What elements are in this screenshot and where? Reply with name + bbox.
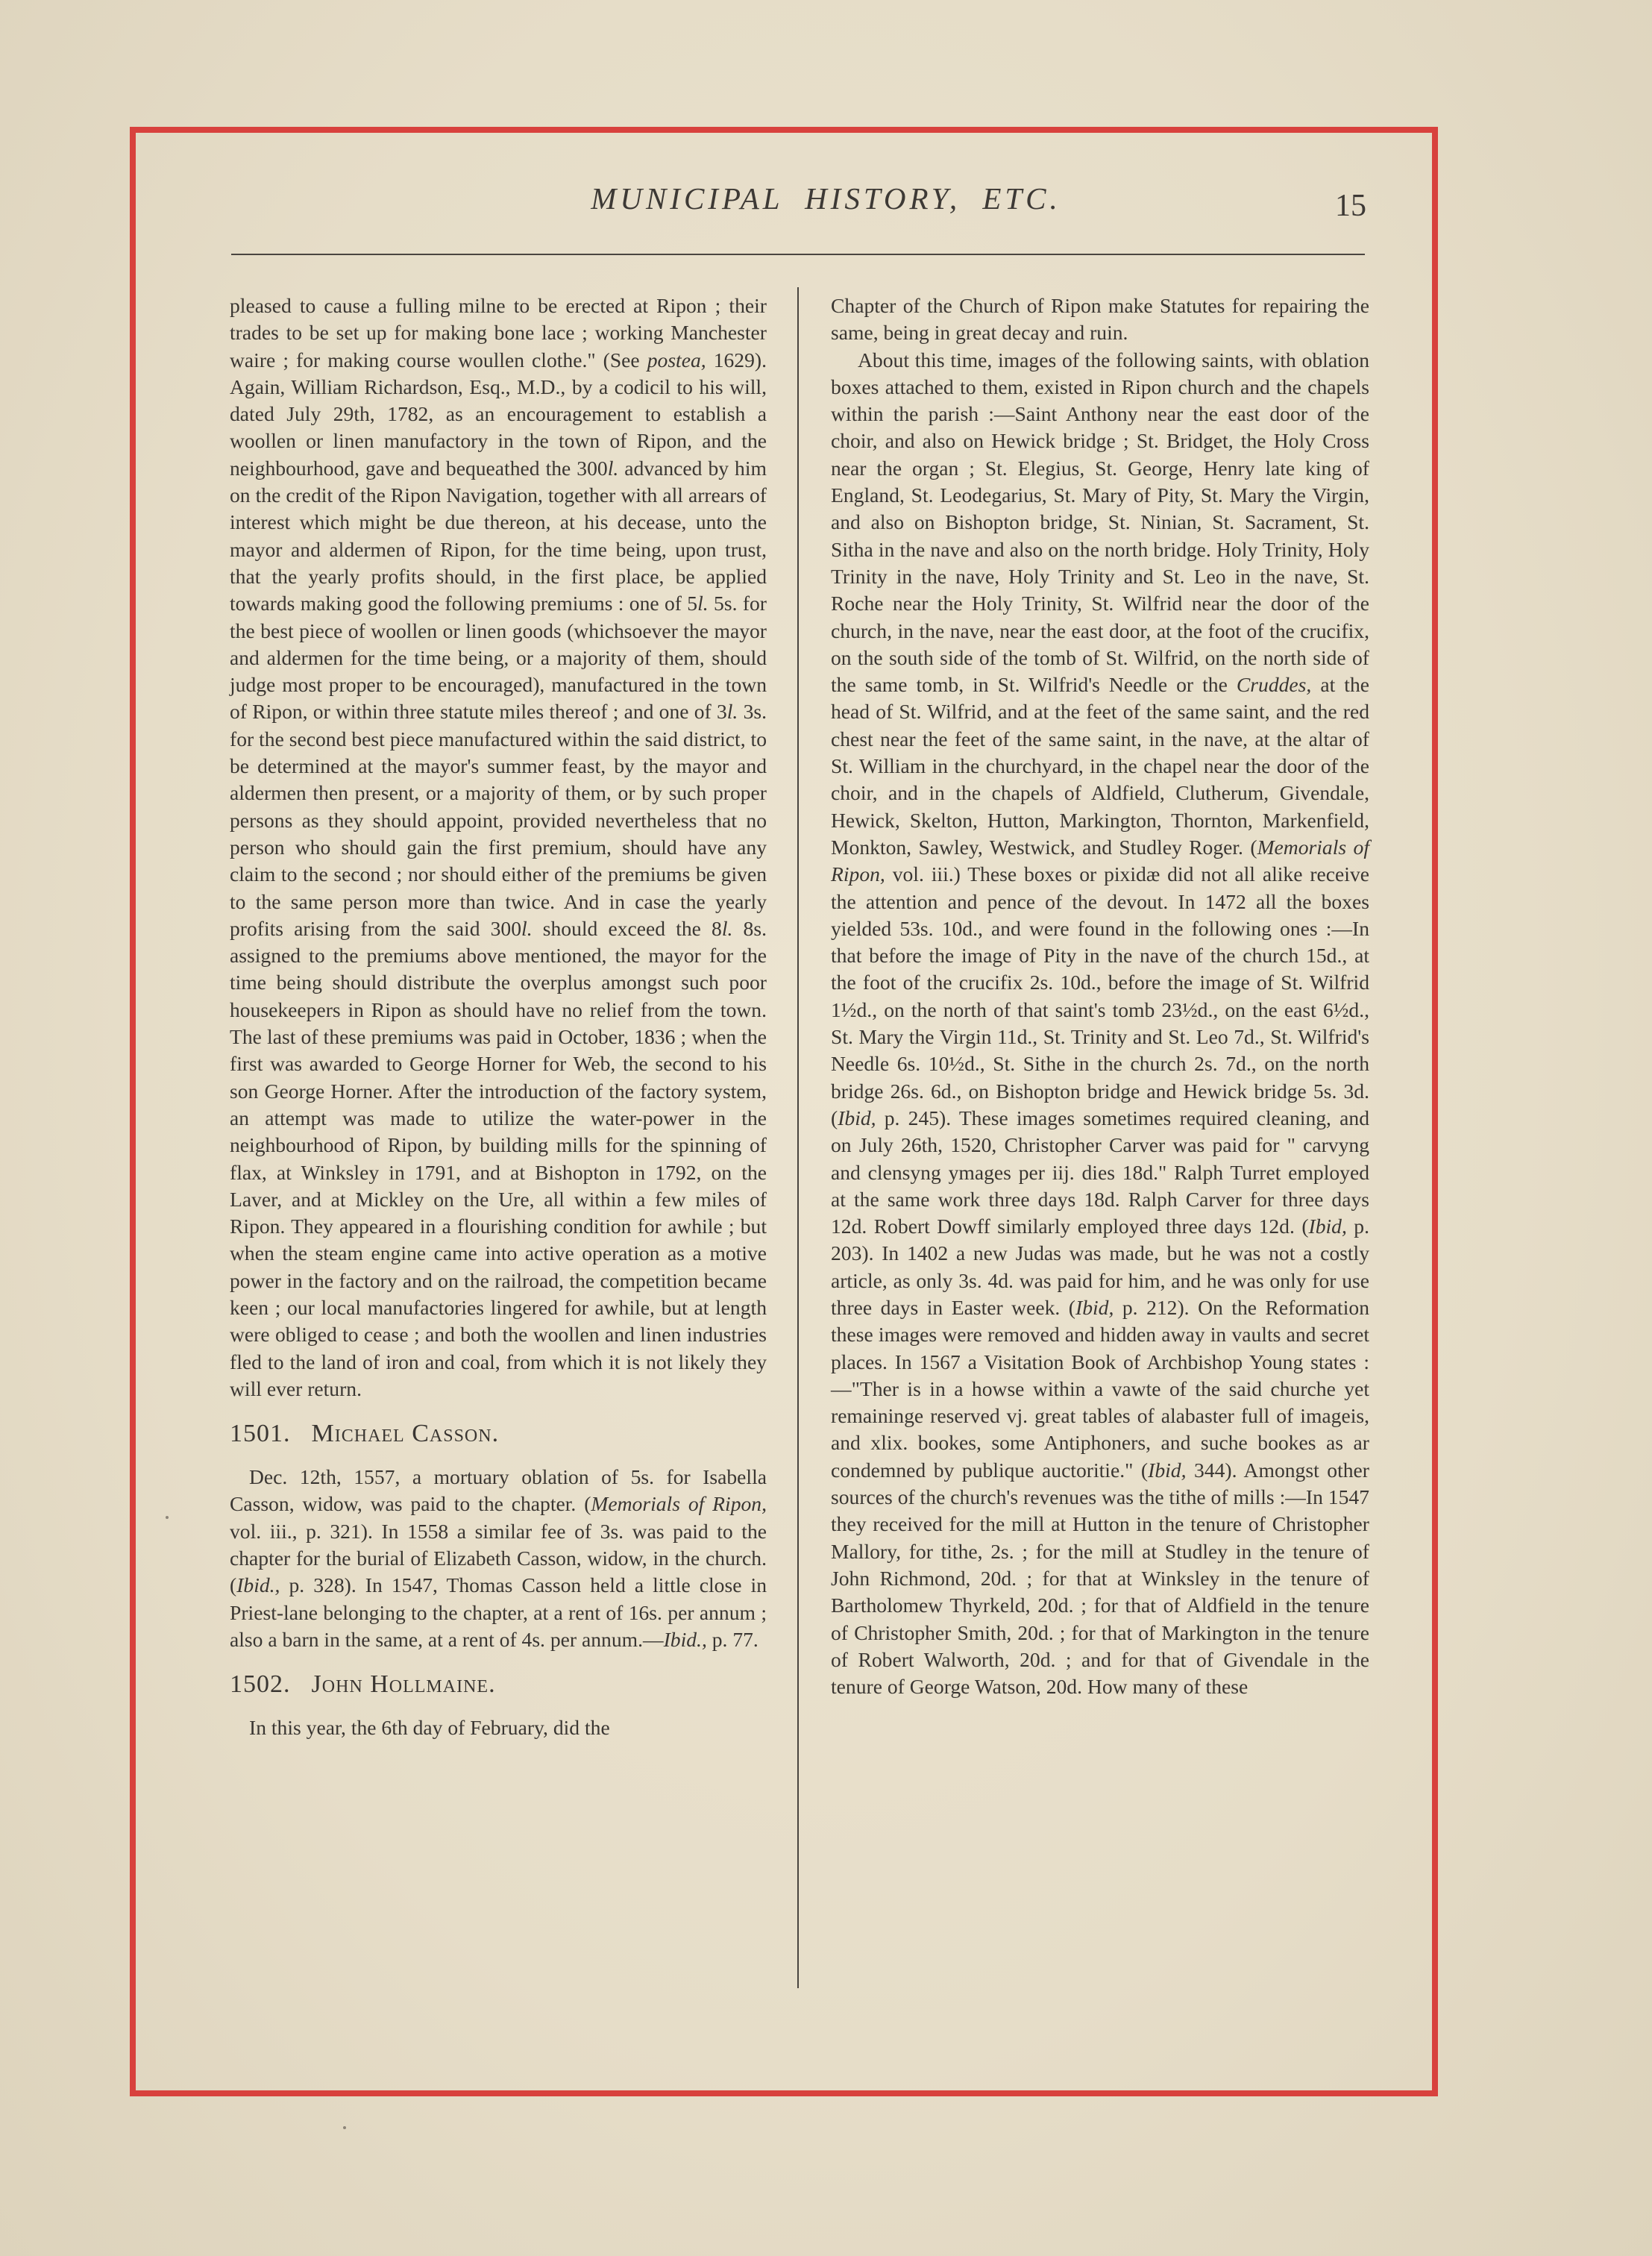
- column-divider-rule: [797, 287, 799, 1988]
- entry-number: 1502.: [230, 1670, 291, 1699]
- paragraph-hollmaine: In this year, the 6th day of February, did the: [249, 1716, 610, 1740]
- paragraph-manufactory-premiums: pleased to cause a fulling milne to be erected at Ripon ; their trades to be set up for making bone lace ; working Manchester waire ; for making course woullen clothe." (See postea, 1629). Again, William Richardson, Esq., M.D., by a codicil to his will, dated July 29th, 1782, as an encouragement to establish a woollen or linen manufactory in the town of Ripon, and the neighbourhood, gave and bequeathed the 300l. advanced by him on the credit of the Ripon Navigation, together with all arrears of interest which might be due thereon, at his decease, unto the mayor and aldermen of Ripon, for the time being, upon trust, that the yearly profits should, in the first place, be applied towards making good the following premiums : one of 5l. 5s. for the best piece of woollen or linen goods (whichsoever the mayor and aldermen for the time being, or a majority of them, should judge most proper to be encouraged), manufactured in the town of Ripon, or within three statute miles thereof ; and one of 3l. 3s. for the second best piece manufactured within the said district, to be determined at the mayor's summer feast, by the mayor and aldermen then present, or a majority of them, or by such proper persons as they should appoint, provided nevertheless that no person who should gain the first premium, should have any claim to the second ; nor should either of the premiums be given to the same person more than twice. And in case the yearly profits arising from the said 300l. should exceed the 8l. 8s. assigned to the premiums above mentioned, the mayor for the time being should distribute the overplus amongst such poor housekeepers in Ripon as should have no relief from the town. The last of these premiums was paid in October, 1836 ; when the first was awarded to George Horner for Web, the second to his son George Horner. After the introduction of the factory system, an attempt was made to utilize the water-power in the neighbourhood of Ripon, by building mills for the spinning of flax, at Winksley in 1791, and at Bishopton in 1792, on the Laver, and at Mickley on the Ure, all within a few miles of Ripon. They appeared in a flourishing condition for awhile ; but when the steam engine came into active operation as a motive power in the factory and on the railroad, the competition became keen ; our local manufactories lingered for awhile, but at length were obliged to cease ; and both the woollen and linen industries fled to the land of iron and coal, from which it is not likely they will ever return.: [230, 294, 767, 1400]
- entry-heading-1502: [230, 1670, 767, 1699]
- paragraph-chapter-statutes: Chapter of the Church of Ripon make Statutes for repairing the same, being in great decay and ruin.: [831, 294, 1369, 345]
- paper-speck: [343, 2126, 346, 2129]
- entry-name: Michael Casson.: [311, 1420, 500, 1448]
- right-column: [831, 292, 1369, 1700]
- page-number: 15: [1335, 189, 1366, 223]
- entry-number: 1501.: [230, 1420, 291, 1448]
- paragraph-casson: Dec. 12th, 1557, a mortuary oblation of 5s. for Isabella Casson, widow, was paid to the chapter. (Memorials of Ripon, vol. iii., p. 321). In 1558 a similar fee of 3s. was paid to the chapter for the burial of Elizabeth Casson, widow, in the church. (Ibid., p. 328). In 1547, Thomas Casson held a little close in Priest-lane belonging to the chapter, at a rent of 16s. per annum ; also a barn in the same, at a rent of 4s. per annum.—Ibid., p. 77.: [230, 1465, 767, 1651]
- running-title: MUNICIPAL HISTORY, ETC.: [591, 181, 1061, 216]
- header-rule: [231, 254, 1365, 255]
- entry-heading-1501: [230, 1419, 767, 1449]
- paper-speck: [166, 1516, 169, 1519]
- paragraph-saints-images: About this time, images of the following saints, with oblation boxes attached to them, existed in Ripon church and the chapels within the parish :—Saint Anthony near the east door of the choir, and also on Hewick bridge ; St. Bridget, the Holy Cross near the organ ; St. Elegius, St. George, Henry late king of England, St. Leodegarius, St. Mary of Pity, St. Mary the Virgin, and also on Bishopton bridge, St. Ninian, St. Sacrament, St. Sitha in the nave and also on the north bridge. Holy Trinity, Holy Trinity in the nave, Holy Trinity and St. Leo in the nave, St. Roche near the Holy Trinity, St. Wilfrid near the door of the church, in the nave, near the east door, at the foot of the crucifix, on the south side of the tomb of St. Wilfrid, on the north side of the same tomb, in St. Wilfrid's Needle or the Cruddes, at the head of St. Wilfrid, and at the feet of the same saint, and the red chest near the feet of the same saint, in the nave, at the altar of St. William in the churchyard, in the chapel near the door of the choir, and in the chapels of Aldfield, Clutherum, Givendale, Hewick, Skelton, Hutton, Markington, Thornton, Markenfield, Monkton, Sawley, Westwick, and Studley Roger. (Memorials of Ripon, vol. iii.) These boxes or pixidæ did not all alike receive the attention and pence of the devout. In 1472 all the boxes yielded 53s. 10d., and were found in the following ones :—In that before the image of Pity in the nave of the church 15d., at the foot of the crucifix 2s. 10d., before the image of St. Wilfrid 1½d., on the north of that saint's tomb 23½d., on the east 6½d., St. Mary the Virgin 11d., St. Trinity and St. Leo 7d., St. Wilfrid's Needle 6s. 10½d., St. Sithe in the church 2s. 7d., on the north bridge 26s. 6d., on Bishopton bridge and Hewick bridge 5s. 3d. (Ibid, p. 245). These images sometimes required cleaning, and on July 26th, 1520, Christopher Carver was paid for " carvyng and clensyng ymages per iij. dies 18d." Ralph Turret employed at the same work three days 18d. Ralph Carver for three days 12d. Robert Dowff similarly employed three days 12d. (Ibid, p. 203). In 1402 a new Judas was made, but he was not a costly article, as only 3s. 4d. was paid for him, and he was only for use three days in Easter week. (Ibid, p. 212). On the Reformation these images were removed and hidden away in vaults and secret places. In 1567 a Visitation Book of Archbishop Young states :—"Ther is in a howse within a vawte of the said churche yet remaininge reserved vj. great tables of alabaster full of imageis, and xlix. bookes, some Antiphoners, and suche bookes as ar condemned by publique auctoritie." (Ibid, 344). Amongst other sources of the church's revenues was the tithe of mills :—In 1547 they received for the mill at Hutton in the tenure of Christopher Mallory, for tithe, 2s. ; for the mill at Studley in the tenure of John Richmond, 20d. ; for that at Winksley in the tenure of Bartholomew Thyrkeld, 20d. ; for that of Aldfield in the tenure of Christopher Smith, 20d. ; for that of Markington in the tenure of Robert Walworth, 20d. ; and for that of Givendale in the tenure of George Watson, 20d. How many of these: [831, 348, 1370, 1699]
- entry-name: John Hollmaine.: [311, 1670, 496, 1699]
- left-column: [230, 292, 767, 1742]
